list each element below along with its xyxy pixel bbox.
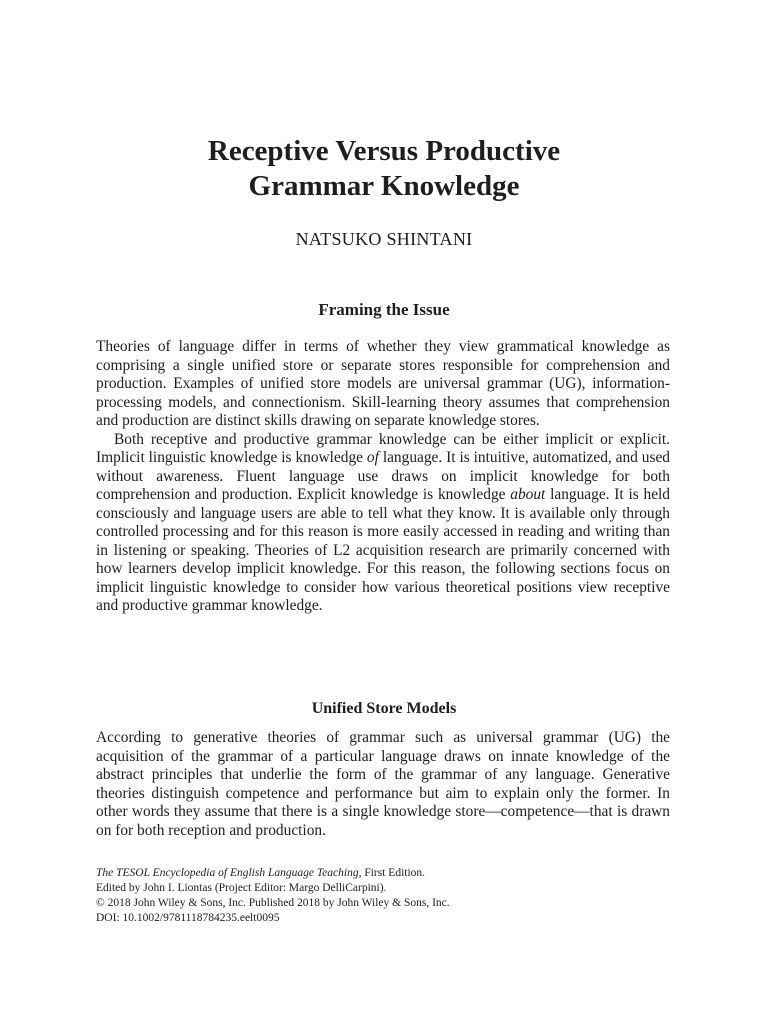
paragraph-3: According to generative theories of grammar such as universal grammar (UG) the acquisition of the grammar of a particular language draws on innate knowledge of the abstract principles that underlie the form of the grammar of any language. Generative theories distinguish competence and performance but aim to explain only the former. In other words they assume that there is a single knowledge store—competence—that is drawn on for both reception and production. — [96, 729, 670, 839]
footer-edition: , First Edition. — [358, 867, 426, 879]
section-body-framing — [96, 338, 670, 616]
section-body-unified-store — [96, 729, 670, 840]
footer-doi: DOI: 10.1002/9781118784235.eelt0095 — [96, 912, 280, 924]
footer-copyright: © 2018 John Wiley & Sons, Inc. Published 2018 by John Wiley & Sons, Inc. — [96, 897, 450, 909]
section-heading-unified-store: Unified Store Models — [311, 700, 457, 717]
footer-edited-by: Edited by John I. Liontas (Project Editor: Margo DelliCarpini). — [96, 882, 387, 894]
paragraph-2 — [96, 431, 670, 616]
paragraph-2-part-a: Both receptive and productive grammar knowledge can be either implicit or explicit. Implicit linguistic knowledge is knowledge — [96, 430, 670, 466]
footer-book-title: The TESOL Encyclopedia of English Language Teaching — [96, 867, 359, 879]
footer-book-line — [96, 866, 670, 881]
paragraph-2-part-b: language. It is intuitive, automatized, and used without awareness. Fluent language use draws on implicit knowledge for both comprehension and production. Explicit knowledge is knowledge — [96, 449, 671, 503]
paragraph-1: Theories of language differ in terms of whether they view grammatical knowledge as comprising a single unified store or separate stores responsible for comprehension and production. Examples of unified store models are universal grammar (UG), information-processing models, and connectionism. Skill-learning theory assumes that comprehension and production are distinct skills drawing on separate knowledge stores. — [96, 338, 670, 429]
article-title — [0, 134, 768, 204]
emphasis-about: about — [510, 486, 546, 503]
article-title-line-2: Grammar Knowledge — [248, 170, 520, 202]
author-name: NATSUKO SHINTANI — [295, 229, 473, 249]
emphasis-of: of — [366, 449, 379, 466]
publication-footer — [96, 866, 670, 926]
paragraph-2-part-c: language. It is held consciously and language users are able to tell what they know. It is available only through controlled processing and for this reason is more easily accessed in reading and writing than in listening or speaking. Theories of L2 acquisition research are primarily concerned with how learners develop implicit knowledge. For this reason, the following sections focus on implicit linguistic knowledge to consider how various theoretical positions view receptive and productive grammar knowledge. — [96, 486, 670, 614]
section-heading-framing: Framing the Issue — [318, 300, 450, 319]
article-title-line-1: Receptive Versus Productive — [207, 135, 561, 167]
